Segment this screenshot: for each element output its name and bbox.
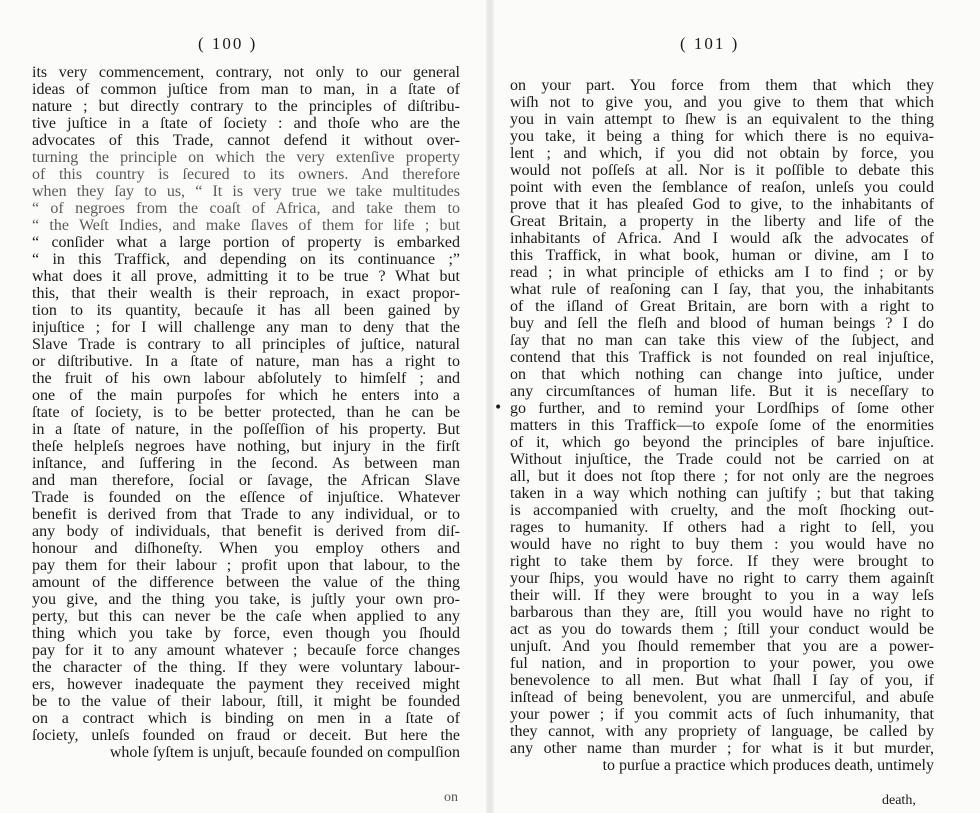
text-line: when they ſay to us, “ It is very true we take multitudes bbox=[32, 183, 460, 200]
text-line: ers, however inadequate the payment they received might bbox=[32, 676, 460, 693]
text-line: pay for it to any amount whatever ; becauſe force changes bbox=[32, 642, 460, 659]
text-line: inſtead of being benevolent, you are unmerciful, and abuſe bbox=[510, 689, 934, 706]
text-line: you give, and the thing you take, is juſtly your own pro- bbox=[32, 591, 460, 608]
text-line: benevolence to all men. But what ſhall I ſay of you, if bbox=[510, 672, 934, 689]
text-line: barbarous than they are, ſtill you would have no right to bbox=[510, 604, 934, 621]
text-line: all, but it does not ſtop there ; for not only are the negroes bbox=[510, 468, 934, 485]
text-line: this, that their wealth is their reproach, in exact propor- bbox=[32, 285, 460, 302]
text-line: of the iſland of Great Britain, are born with a right to bbox=[510, 298, 934, 315]
text-line: ſtate of ſociety, is to be better protected, than he can be bbox=[32, 404, 460, 421]
text-line: “ the Weſt Indies, and make ſlaves of them for life ; but bbox=[32, 217, 460, 234]
text-line: of this country is ſecured to its owners. And therefore bbox=[32, 166, 460, 183]
text-line: in a ſtate of nature, in the poſſeſſion of his property. But bbox=[32, 421, 460, 438]
text-line: rages to humanity. If others had a right to ſell, you bbox=[510, 519, 934, 536]
text-line: you take, it being a thing for which there is no equiva- bbox=[510, 128, 934, 145]
text-line: they cannot, with any propriety of language, be called by bbox=[510, 723, 934, 740]
text-line: taken in a way which nothing can juſtify ; but that taking bbox=[510, 485, 934, 502]
text-line: “ of negroes from the coaſt of Africa, and take them to bbox=[32, 200, 460, 217]
text-line: its very commencement, contrary, not only to our general bbox=[32, 64, 460, 81]
right-catchword: death, bbox=[882, 793, 916, 808]
text-line: “ conſider what a large portion of property is embarked bbox=[32, 234, 460, 251]
text-line: buy and ſell the fleſh and blood of human beings ? I do bbox=[510, 315, 934, 332]
text-line: or diſtributive. In a ſtate of nature, man has a right to bbox=[32, 353, 460, 370]
text-line: would have no right to buy them : you would have no bbox=[510, 536, 934, 553]
text-line: contend that this Traffick is not founded on real injuſtice, bbox=[510, 349, 934, 366]
text-line: honour and diſhoneſty. When you employ others and bbox=[32, 540, 460, 557]
text-line: ſay that no man can take this view of the ſubject, and bbox=[510, 332, 934, 349]
text-line: prove that it has pleaſed God to give, to the inhabitants of bbox=[510, 196, 934, 213]
left-page-number: ( 100 ) bbox=[198, 34, 258, 53]
text-line: one of the main purpoſes for which he enters into a bbox=[32, 387, 460, 404]
text-line: act as you do towards them ; ſtill your conduct would be bbox=[510, 621, 934, 638]
right-page bbox=[490, 0, 980, 813]
text-line: be to the value of their labour, ſtill, it might be founded bbox=[32, 693, 460, 710]
text-line: is accompanied with cruelty, and the moſt ſhocking out- bbox=[510, 502, 934, 519]
text-line: point with even the ſemblance of reaſon, unleſs you could bbox=[510, 179, 934, 196]
text-line: what does it all prove, admitting it to be true ? What but bbox=[32, 268, 460, 285]
text-line: read ; in what principle of ethicks am I to find ; or by bbox=[510, 264, 934, 281]
text-line: ful nation, and in proportion to your power, you owe bbox=[510, 655, 934, 672]
text-line: any other name than murder ; for what is it but murder, bbox=[510, 740, 934, 757]
text-line: inſtance, and ſuffering in the ſecond. As between man bbox=[32, 455, 460, 472]
margin-mark: • bbox=[494, 400, 503, 416]
text-line: you in vain attempt to ſhew is an equivalent to the thing bbox=[510, 111, 934, 128]
text-line: your ſhips, you would have no right to carry them againſt bbox=[510, 570, 934, 587]
text-line: right to take them by force. If they were brought to bbox=[510, 553, 934, 570]
text-line: on a contract which is binding on men in a ſtate of bbox=[32, 710, 460, 727]
text-line: any body of individuals, that benefit is derived from diſ- bbox=[32, 523, 460, 540]
text-line: advocates of this Trade, cannot defend it without over- bbox=[32, 132, 460, 149]
text-line: “ in this Traffick, and depending on its continuance ;” bbox=[32, 251, 460, 268]
left-catchword: on bbox=[444, 790, 458, 805]
text-line: thing which you take by force, even though you ſhould bbox=[32, 625, 460, 642]
right-page-number: ( 101 ) bbox=[680, 34, 740, 53]
text-line: Slave Trade is contrary to all principles of juſtice, natural bbox=[32, 336, 460, 353]
text-line: their will. If they were brought to you in a way leſs bbox=[510, 587, 934, 604]
text-line: what rule of reaſoning can I ſay, that you, the inhabitants bbox=[510, 281, 934, 298]
text-line: nature ; but directly contrary to the principles of diſtribu- bbox=[32, 98, 460, 115]
text-line: Great Britain, a property in the liberty and life of the bbox=[510, 213, 934, 230]
text-line: ſociety, unleſs founded on fraud or deceit. But here the bbox=[32, 727, 460, 744]
text-line: to purſue a practice which produces death, untimely bbox=[602, 757, 934, 774]
text-line: unjuſt. And you ſhould remember that you are a power- bbox=[510, 638, 934, 655]
text-line: of it, which go beyond the principles of bare injuſtice. bbox=[510, 434, 934, 451]
text-line: matters in this Traffick—to expoſe ſome of the enormities bbox=[510, 417, 934, 434]
text-line: Without injuſtice, the Trade could not be carried on at bbox=[510, 451, 934, 468]
text-line: the fruit of his own labour abſolutely to himſelf ; and bbox=[32, 370, 460, 387]
text-line: your power ; if you commit acts of ſuch inhumanity, that bbox=[510, 706, 934, 723]
text-line: Trade is founded on the eſſence of injuſtice. Whatever bbox=[32, 489, 460, 506]
text-line: amount of the difference between the value of the thing bbox=[32, 574, 460, 591]
right-page-body bbox=[510, 77, 934, 774]
left-page-body bbox=[32, 64, 460, 761]
text-line: tive juſtice in a ſtate of ſociety : and thoſe who are the bbox=[32, 115, 460, 132]
text-line: the character of the thing. If they were voluntary labour- bbox=[32, 659, 460, 676]
text-line: pay them for their labour ; profit upon that labour, to the bbox=[32, 557, 460, 574]
text-line: whole ſyſtem is unjuſt, becauſe founded on compulſion bbox=[109, 744, 460, 761]
text-line: perty, but this can never be the caſe when applied to any bbox=[32, 608, 460, 625]
text-line: theſe helpleſs negroes have nothing, but injury in the firſt bbox=[32, 438, 460, 455]
text-line: benefit is derived from that Trade to any individual, or to bbox=[32, 506, 460, 523]
text-line: lent ; and which, if you did not obtain by force, you bbox=[510, 145, 934, 162]
text-line: wiſh not to give you, and you give to them that which bbox=[510, 94, 934, 111]
text-line: on that which nothing can change into juſtice, under bbox=[510, 366, 934, 383]
text-line: would not poſſeſs at all. Nor is it poſſible to debate this bbox=[510, 162, 934, 179]
text-line: injuſtice ; for I will challenge any man to deny that the bbox=[32, 319, 460, 336]
text-line: this Traffick, in what book, human or divine, am I to bbox=[510, 247, 934, 264]
text-line: on your part. You force from them that which they bbox=[510, 77, 934, 94]
text-line: any circumſtances of human life. But it is neceſſary to bbox=[510, 383, 934, 400]
text-line: turning the principle on which the very extenſive property bbox=[32, 149, 460, 166]
text-line: ideas of common juſtice from man to man, in a ſtate of bbox=[32, 81, 460, 98]
text-line: and man therefore, ſocial or ſavage, the African Slave bbox=[32, 472, 460, 489]
text-line: inhabitants of Africa. And I would aſk the advocates of bbox=[510, 230, 934, 247]
text-line: tion to its quantity, becauſe it has all been gained by bbox=[32, 302, 460, 319]
text-line: go further, and to remind your Lordſhips of ſome other bbox=[510, 400, 934, 417]
